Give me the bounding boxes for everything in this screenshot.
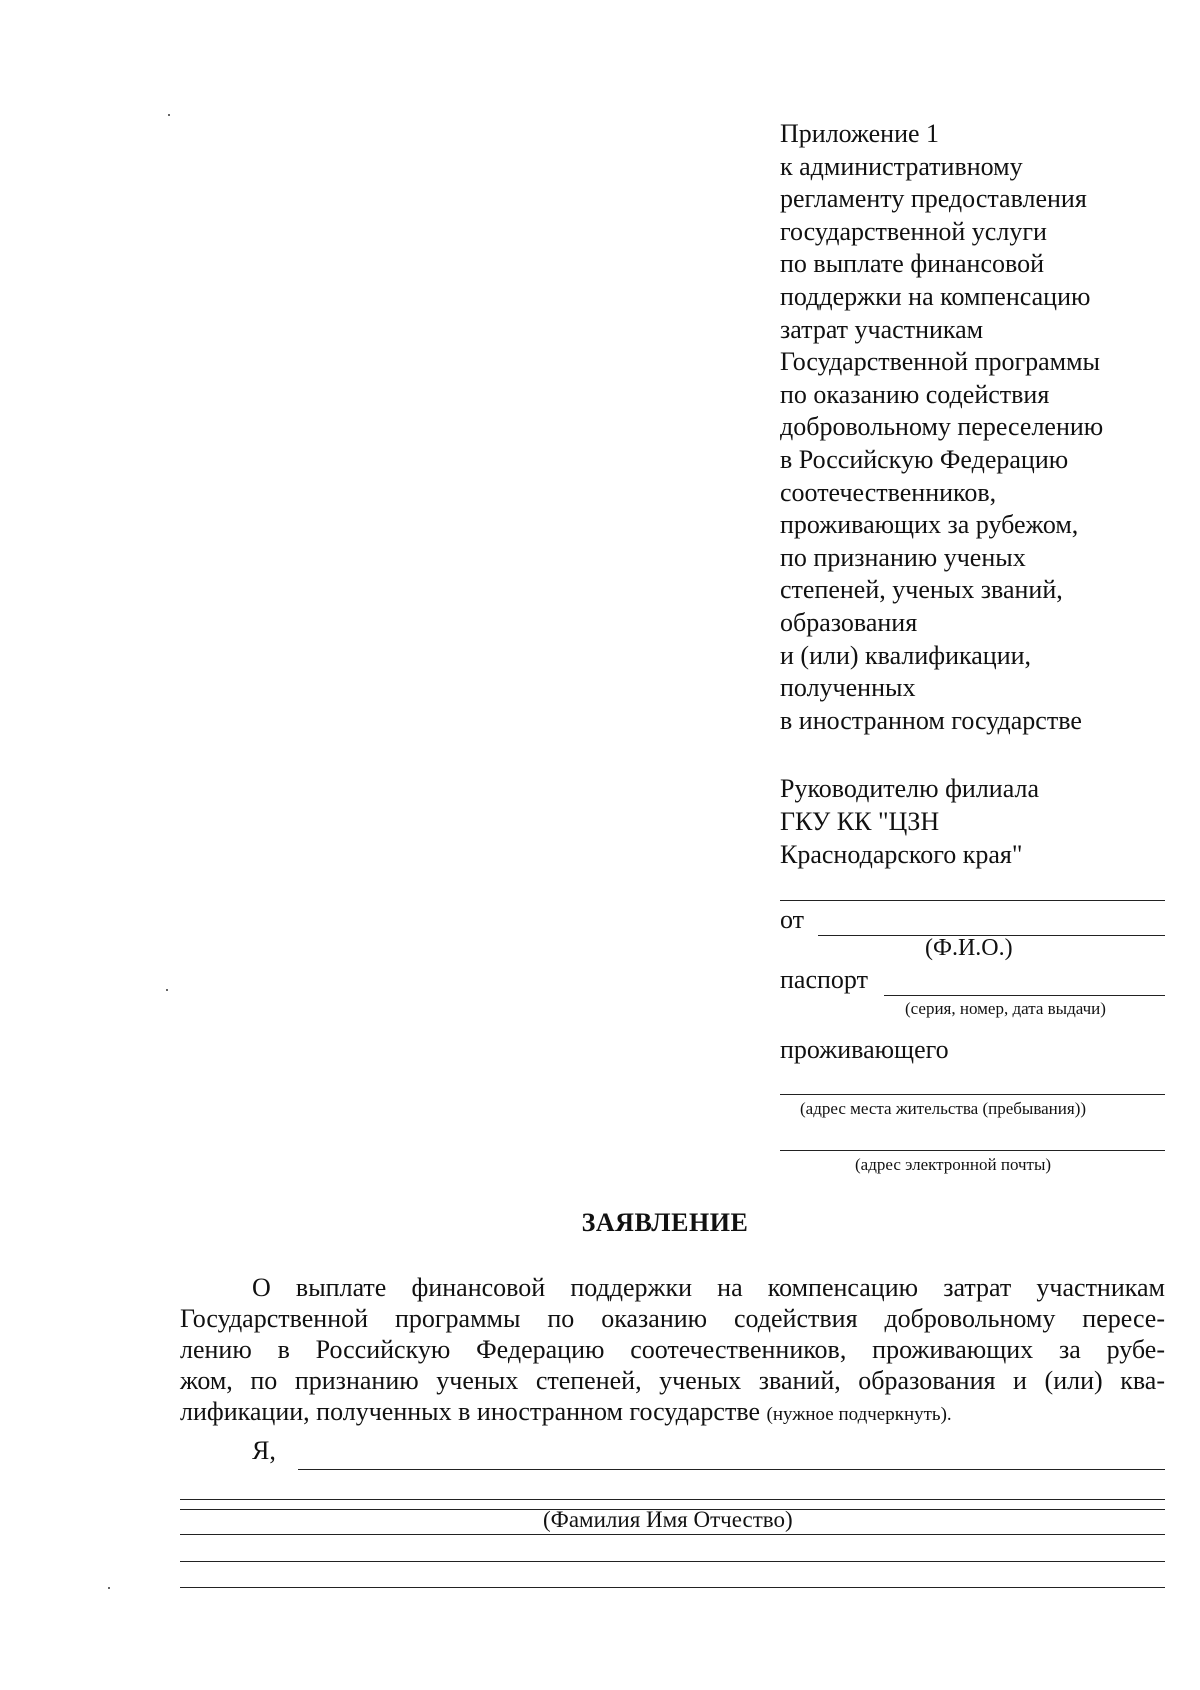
statement-line: О выплате финансовой поддержки на компенсацию затрат участникам — [252, 1273, 1165, 1302]
passport-caption: (серия, номер, дата выдачи) — [905, 999, 1106, 1018]
blank-line-6[interactable] — [180, 1587, 1165, 1588]
scan-speck — [108, 1587, 110, 1589]
statement-line: лению в Российскую Федерацию соотечественников, проживающих за рубе- — [180, 1335, 1165, 1364]
passport-blank[interactable] — [884, 995, 1165, 996]
annex-line: по выплате финансовой — [780, 249, 1044, 279]
annex-line: регламенту предоставления — [780, 184, 1087, 214]
recipient-name-blank[interactable] — [780, 900, 1165, 901]
annex-line: по оказанию содействия — [780, 379, 1050, 409]
annex-line: соотечественников, — [780, 477, 997, 507]
passport-label: паспорт — [780, 965, 868, 994]
annex-line: Государственной программы — [780, 347, 1101, 377]
i-label: Я, — [252, 1436, 276, 1465]
annex-line: и (или) квалификации, — [780, 640, 1032, 670]
statement-line: лификации, полученных в иностранном государстве — [180, 1397, 760, 1426]
annex-line: добровольному переселению — [780, 412, 1104, 442]
annex-line: образования — [780, 607, 918, 637]
address-blank[interactable] — [780, 1094, 1165, 1095]
scan-speck — [168, 114, 170, 116]
annex-header — [780, 118, 1180, 737]
statement-paragraph — [180, 1272, 1165, 1430]
fullname-blank-2[interactable] — [180, 1499, 1165, 1500]
recipient-line: Краснодарского края" — [780, 840, 1023, 869]
annex-line: полученных — [780, 673, 916, 703]
fio-caption: (Ф.И.О.) — [925, 935, 1013, 961]
annex-line: к административному — [780, 151, 1023, 181]
annex-line: проживающих за рубежом, — [780, 510, 1079, 540]
recipient-block — [780, 772, 1039, 871]
statement-line: жом, по признанию ученых степеней, ученых званий, образования и (или) ква- — [180, 1366, 1165, 1395]
residing-label: проживающего — [780, 1035, 949, 1064]
annex-line: поддержки на компенсацию — [780, 281, 1091, 311]
blank-line-5[interactable] — [180, 1561, 1165, 1562]
fullname-blank-4[interactable] — [180, 1534, 1165, 1535]
fullname-blank-1[interactable] — [298, 1469, 1165, 1470]
email-caption: (адрес электронной почты) — [855, 1155, 1052, 1174]
from-label: от — [780, 905, 805, 934]
annex-line: в Российскую Федерацию — [780, 444, 1069, 474]
email-blank[interactable] — [780, 1150, 1165, 1151]
address-caption: (адрес места жительства (пребывания)) — [800, 1099, 1087, 1118]
fullname-caption: (Фамилия Имя Отчество) — [543, 1507, 793, 1532]
statement-line: Государственной программы по оказанию содействия добровольному пересе- — [180, 1304, 1165, 1333]
statement-title: ЗАЯВЛЕНИЕ — [581, 1208, 749, 1237]
scan-speck — [166, 989, 168, 991]
underline-note: (нужное подчеркнуть). — [766, 1404, 952, 1425]
annex-line: по признанию ученых — [780, 542, 1026, 572]
annex-line: степеней, ученых званий, — [780, 575, 1063, 605]
recipient-line: Руководителю филиала — [780, 774, 1039, 803]
annex-line: в иностранном государстве — [780, 705, 1082, 735]
annex-line: Приложение 1 — [780, 119, 940, 148]
annex-line: затрат участникам — [780, 314, 984, 344]
annex-line: государственной услуги — [780, 216, 1047, 246]
statement-last-line — [180, 1396, 1165, 1430]
recipient-line: ГКУ КК "ЦЗН — [780, 807, 940, 836]
